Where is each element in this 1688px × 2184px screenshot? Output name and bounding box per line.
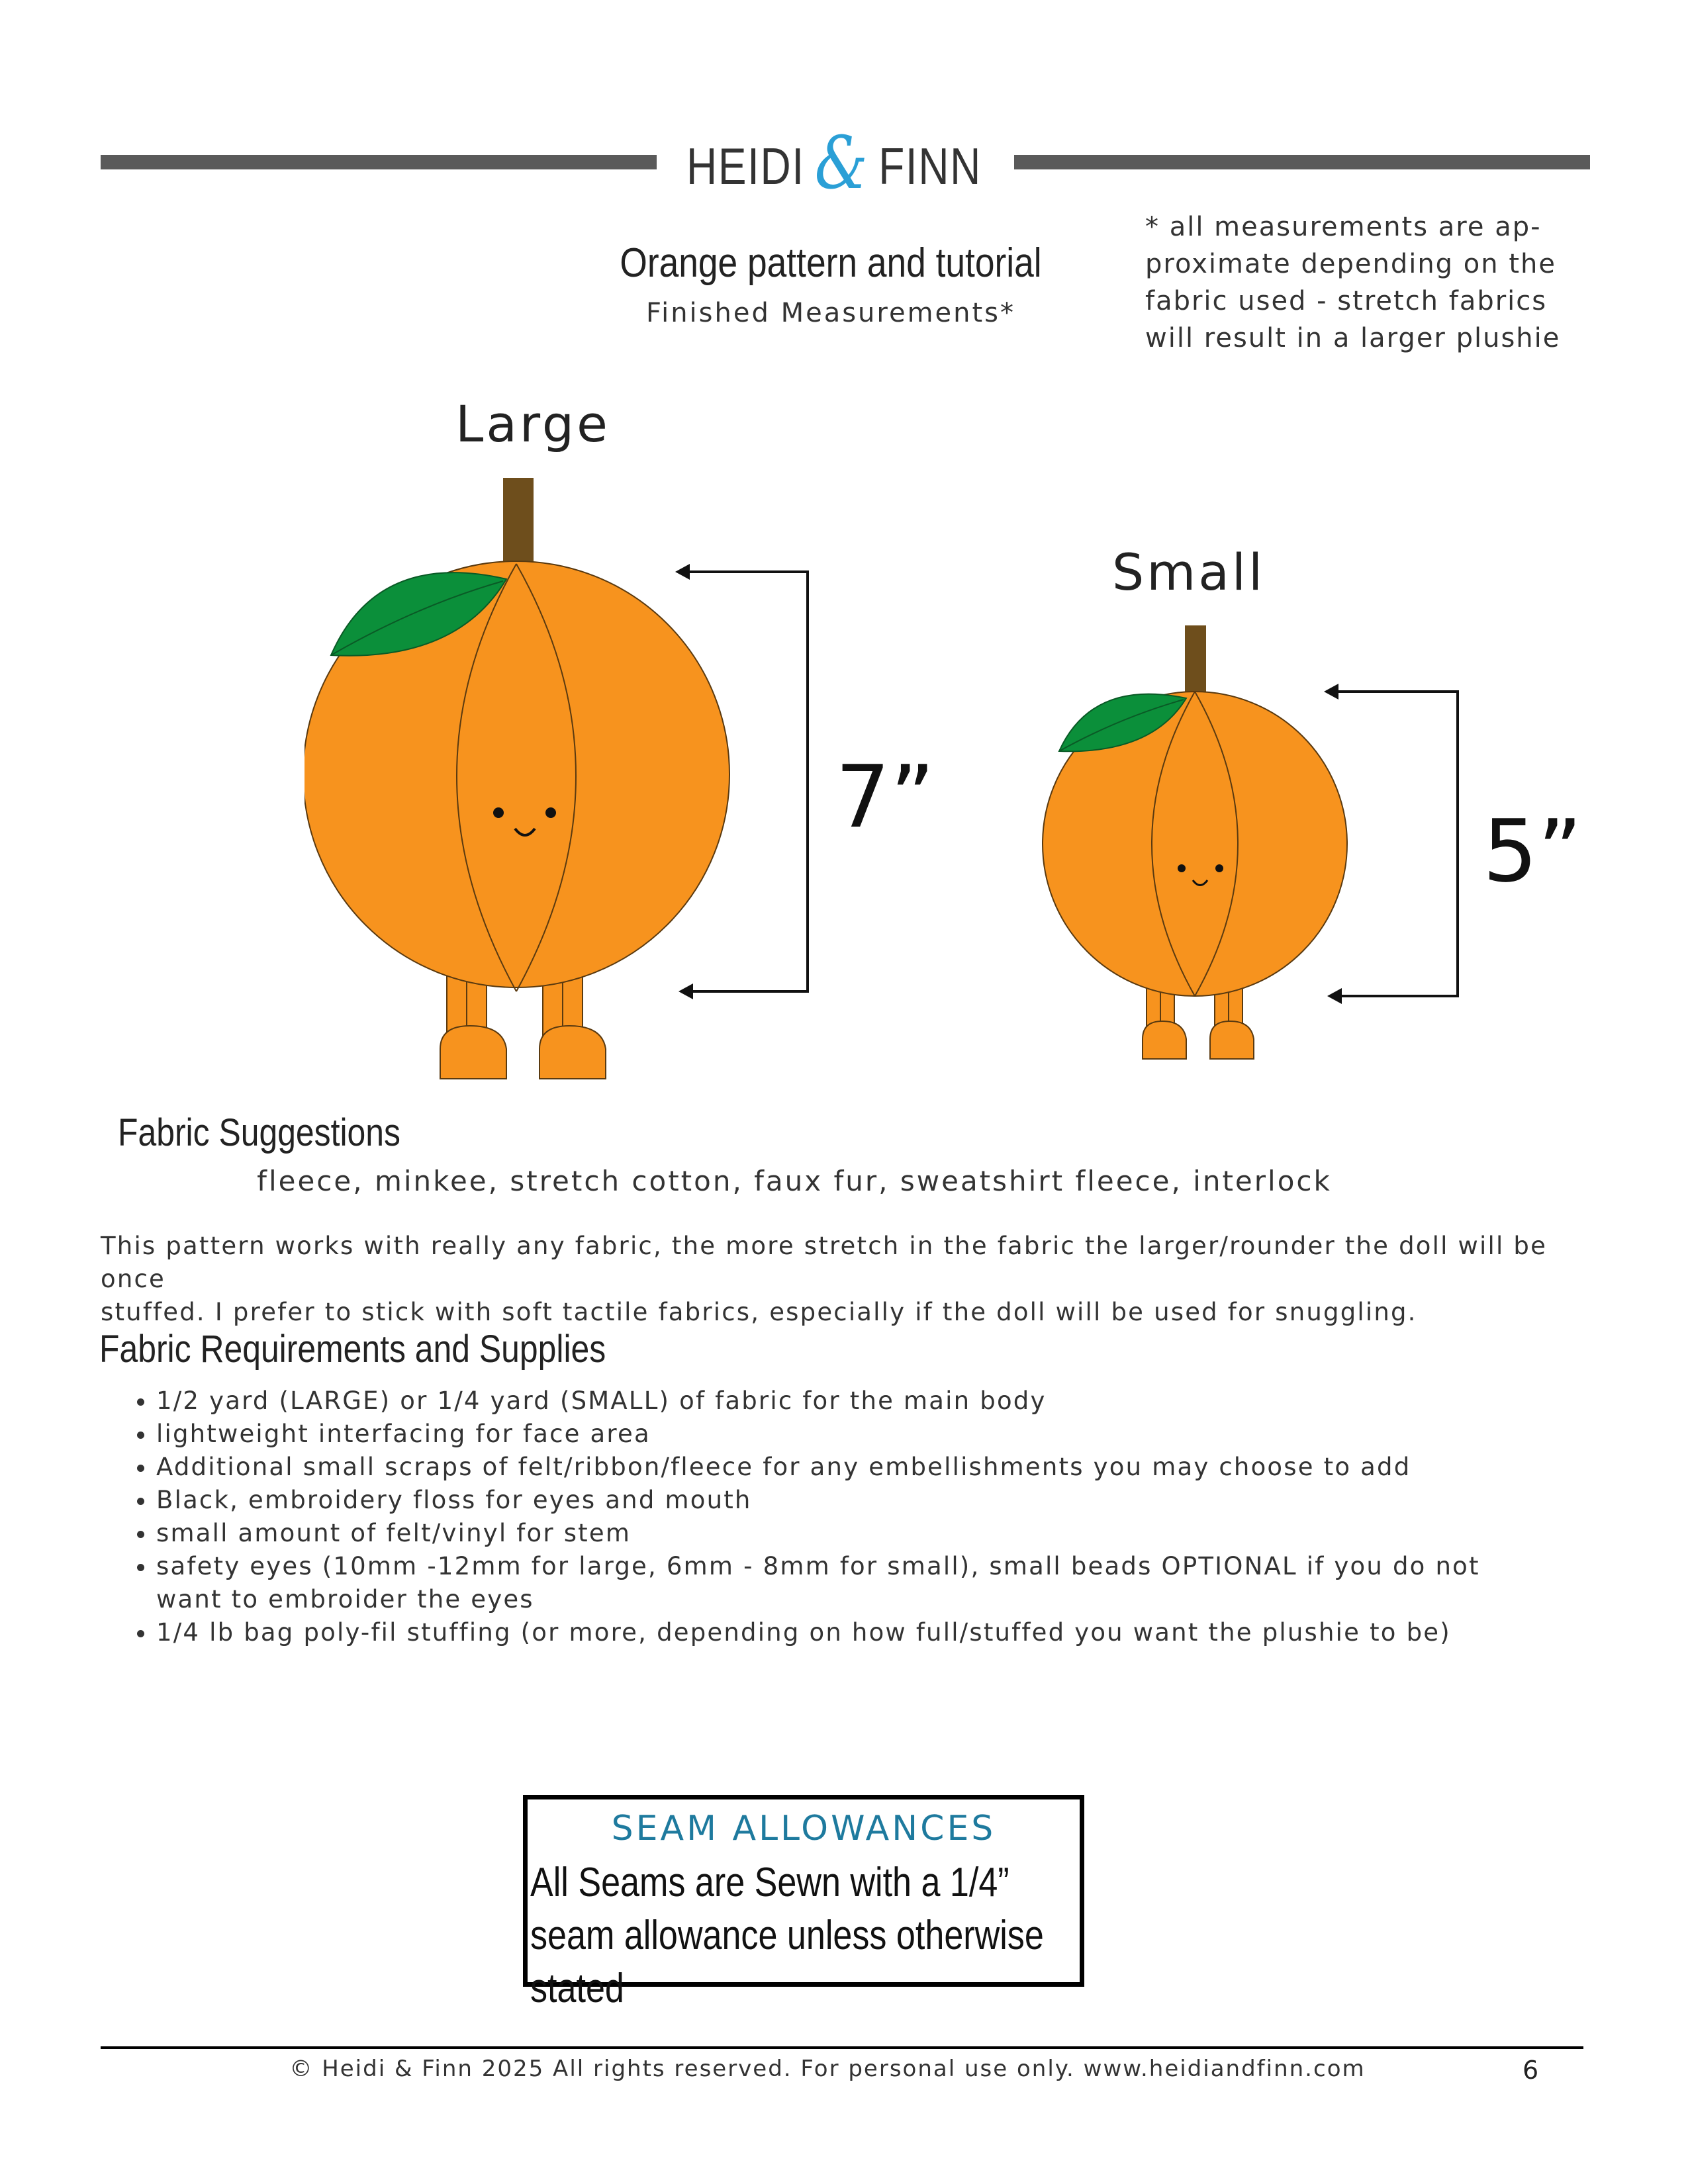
seam-allowance-body (530, 1856, 1086, 2015)
brand-logo (686, 120, 982, 205)
note-line: will result in a larger plushie (1145, 323, 1561, 353)
note-line: * all measurements are ap- (1145, 212, 1542, 242)
seam-line: stated (530, 1966, 624, 2011)
list-item: • Additional small scraps of felt/ribbon/fleece for any embellishments you may choose to add (156, 1451, 1646, 1484)
footer-copyright: © Heidi & Finn 2025 All rights reserved. For personal use only. www.heidiandfinn.com (289, 2056, 1366, 2082)
requirements-heading: Fabric Requirements and Supplies (99, 1328, 606, 1371)
seam-line: All Seams are Sewn with a 1/4” (530, 1860, 1009, 1905)
paragraph-line: This pattern works with really any fabric, the more stretch in the fabric the larger/rounder the doll will be once (101, 1232, 1548, 1293)
page-subtitle: Finished Measurements* (645, 298, 1016, 328)
page-title: Orange pattern and tutorial (620, 240, 1042, 286)
small-orange-illustration (1033, 625, 1483, 1075)
list-item: • small amount of felt/vinyl for stem (156, 1517, 1646, 1550)
list-item: • safety eyes (10mm -12mm for large, 6mm - 8mm for small), small beads OPTIONAL if you do not want to embroider the eyes (156, 1550, 1520, 1616)
brand-left: HEIDI (686, 136, 805, 195)
large-label: Large (455, 394, 610, 453)
supplies-list (101, 1385, 1646, 1649)
list-item: • Black, embroidery floss for eyes and mouth (156, 1484, 1646, 1517)
measurement-note (1145, 208, 1622, 357)
header-rule-right (1014, 155, 1590, 169)
large-measurement: 7” (835, 747, 935, 847)
fabric-suggestions-list: fleece, minkee, stretch cotton, faux fur, sweatshirt fleece, interlock (257, 1165, 1332, 1197)
footer-rule (101, 2046, 1583, 2049)
seam-allowance-box (523, 1795, 1084, 2011)
large-orange-illustration (305, 463, 834, 1099)
list-item: • 1/2 yard (LARGE) or 1/4 yard (SMALL) of fabric for the main body (156, 1385, 1646, 1418)
page-number: 6 (1523, 2056, 1539, 2085)
note-line: proximate depending on the (1145, 249, 1556, 279)
list-item: • lightweight interfacing for face area (156, 1418, 1646, 1451)
fabric-suggestions-heading: Fabric Suggestions (118, 1111, 400, 1154)
seam-line: seam allowance unless otherwise (530, 1913, 1044, 1958)
small-measurement: 5” (1483, 801, 1583, 901)
paragraph-line: stuffed. I prefer to stick with soft tactile fabrics, especially if the doll will be used for snuggling. (101, 1298, 1417, 1326)
fabric-suggestions-paragraph (101, 1230, 1610, 1329)
seam-allowance-title: SEAM ALLOWANCES (611, 1809, 996, 1848)
list-item: • 1/4 lb bag poly-fil stuffing (or more, depending on how full/stuffed you want the plushie to be) (156, 1616, 1646, 1649)
header-rule-left (101, 155, 657, 169)
brand-right: FINN (878, 136, 982, 195)
small-label: Small (1112, 543, 1266, 602)
brand-ampersand: & (814, 120, 869, 205)
note-line: fabric used - stretch fabrics (1145, 286, 1548, 316)
